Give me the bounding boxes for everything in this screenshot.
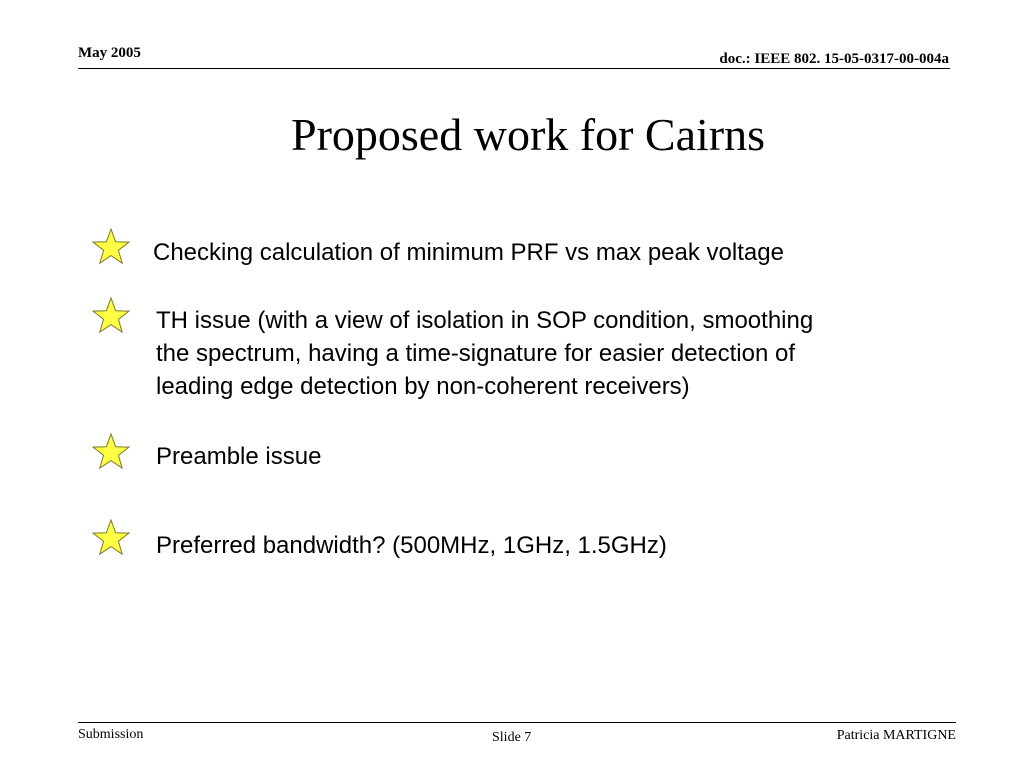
footer-author: Patricia MARTIGNE [836, 728, 956, 743]
bullet-2 [156, 304, 813, 403]
header-divider [78, 68, 950, 69]
bullet-2-line-1: TH issue (with a view of isolation in SOP condition, smoothing [156, 307, 814, 334]
bullet-3-line-1: Preamble issue [156, 443, 322, 470]
footer-submission: Submission [78, 727, 144, 742]
bullet-3 [156, 440, 321, 473]
header-doc-id: doc.: IEEE 802. 15-05-0317-00-004a [719, 51, 949, 67]
bullet-2-line-2: the spectrum, having a time-signature for easier detection of [156, 340, 795, 367]
bullet-2-line-3: leading edge detection by non-coherent receivers) [156, 373, 690, 400]
star-icon [91, 518, 131, 558]
bullet-1 [153, 236, 784, 269]
star-icon [91, 227, 131, 267]
slide-title: Proposed work for Cairns [291, 109, 765, 160]
header-date: May 2005 [78, 45, 141, 61]
bullet-1-line-1: Checking calculation of minimum PRF vs max peak voltage [153, 239, 784, 266]
star-icon [91, 296, 131, 336]
footer-slide-number: Slide 7 [492, 730, 532, 745]
footer-divider [78, 722, 956, 723]
star-icon [91, 432, 131, 472]
bullet-4-line-1: Preferred bandwidth? (500MHz, 1GHz, 1.5GHz) [156, 532, 667, 559]
bullet-4 [156, 529, 667, 562]
